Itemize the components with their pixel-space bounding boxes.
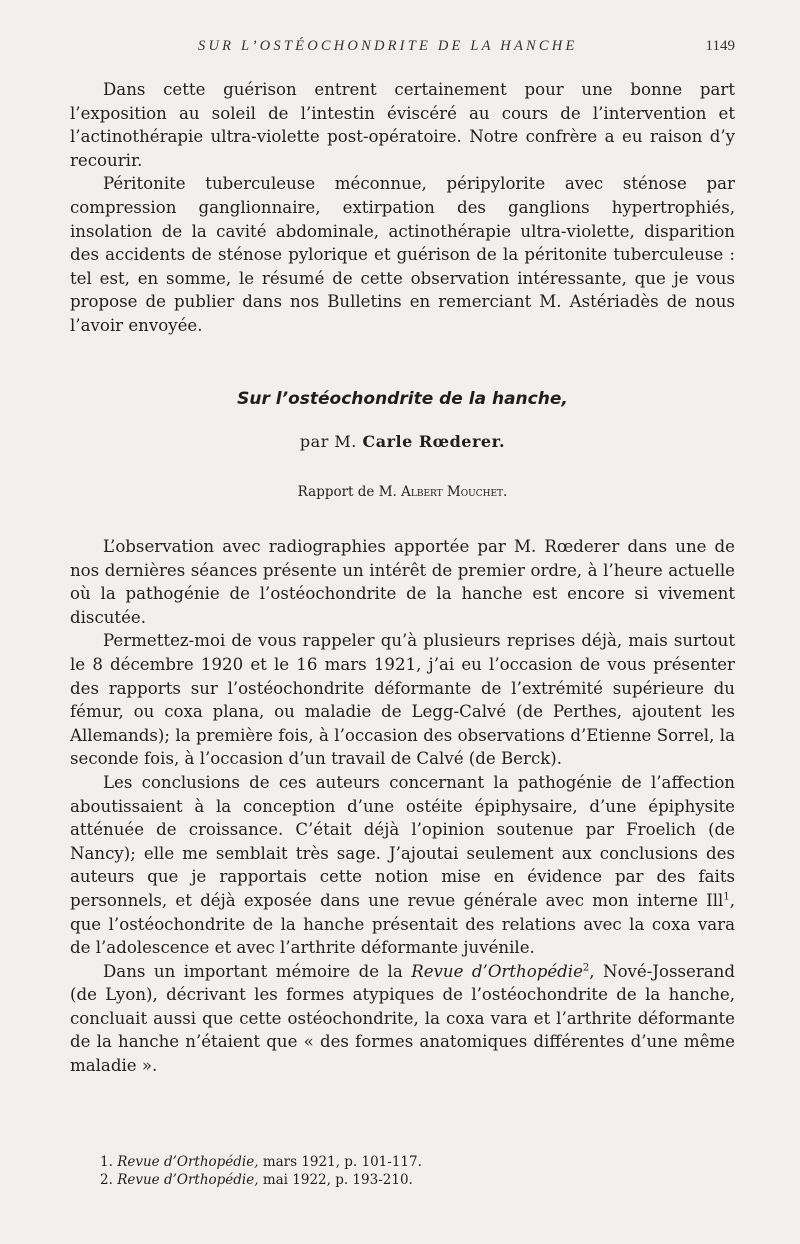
report-line xyxy=(70,484,735,500)
footnote-reference: mai 1922, p. 193-210. xyxy=(262,1172,413,1188)
paragraph: L’observation avec radiographies apportée par M. Rœderer dans une de nos dernières séances présente un intérêt de premier ordre, à l’heure actuelle où la pathogénie de l’ostéochondrite de la hanche est encore si vivement discutée. xyxy=(70,537,735,627)
byline-prefix: par M. xyxy=(299,432,357,451)
paragraph: Péritonite tuberculeuse méconnue, péripylorite avec sténose par compression ganglionnaire, extirpation des ganglions hypertrophiés, insolation de la cavité abdominale, actinothérapie ultra-violette, disparition des accidents de sténose pylorique et guérison de la péritonite tuberculeuse : tel est, en somme, le résumé de cette observation intéressante, que je vous propose de publier dans nos Bulletins en remerciant M. Astériadès de nous l’avoir envoyée. xyxy=(70,174,735,335)
footnote-number: 2. xyxy=(100,1172,113,1188)
journal-name: Revue d’Orthopédie xyxy=(411,961,583,981)
footnote-marker: 1 xyxy=(723,891,730,903)
footnote-reference: mars 1921, p. 101-117. xyxy=(262,1154,422,1170)
footnote xyxy=(100,1153,700,1171)
footnote-marker: 2 xyxy=(582,962,590,974)
paragraph: Permettez-moi de vous rappeler qu’à plusieurs reprises déjà, mais surtout le 8 décembre 1920 et le 16 mars 1921, j’ai eu l’occasion de vous présenter des rapports sur l’ostéochondrite déformante de l’extrémité supérieure du fémur, ou coxa plana, ou maladie de Legg-Calvé (de Perthes, ajoutent les Allemands); la première fois, à l’occasion des observations d’Etienne Sorrel, la seconde fois, à l’occasion d’un travail de Calvé (de Berck). xyxy=(70,631,735,769)
previous-article-conclusion xyxy=(70,78,735,338)
footnote-journal: Revue d’Orthopédie, xyxy=(117,1154,259,1170)
author-name: Carle Rœderer. xyxy=(362,432,506,451)
reporter-name: Albert Mouchet. xyxy=(401,484,508,500)
page-number: 1149 xyxy=(705,38,735,54)
paragraph-text: Dans un important mémoire de la xyxy=(103,961,412,981)
paragraph-text: Les conclusions de ces auteurs concernant la pathogénie de l’affection aboutissaient à la conception d’une ostéite épiphysaire, d’une épiphysite atténuée de croissance. C’était déjà l’opinion soutenue par Froelich (de Nancy); elle me semblait très sage. J’ajoutai seulement aux conclusions des auteurs que je rapportais cette notion mise en évidence par des faits personnels, et déjà exposée dans une revue générale avec mon interne Ill xyxy=(70,772,735,910)
paragraph-text: , Nové-Josserand (de Lyon), décrivant les formes atypiques de l’ostéochondrite de la hanche, concluait aussi que cette ostéochondrite, la coxa vara et l’arthrite déformante de la hanche n’étaient que « des formes anatomiques différentes d’une même maladie ». xyxy=(70,961,735,1076)
footnotes xyxy=(100,1153,700,1189)
article-body xyxy=(70,535,735,1078)
paragraph-text: , que l’ostéochondrite de la hanche présentait des relations avec la coxa vara de l’adolescence et avec l’arthrite déformante juvénile. xyxy=(70,890,735,958)
paragraph: Dans cette guérison entrent certainement pour une bonne part l’exposition au soleil de l’intestin éviscéré au cours de l’intervention et l’actinothérapie ultra-violette post-opératoire. Notre confrère a eu raison d’y recourir. xyxy=(70,80,735,170)
byline xyxy=(70,432,735,451)
footnote-number: 1. xyxy=(100,1154,113,1170)
footnote-journal: Revue d’Orthopédie, xyxy=(117,1172,259,1188)
running-title: SUR L’OSTÉOCHONDRITE DE LA HANCHE xyxy=(198,38,578,54)
article-title: Sur l’ostéochondrite de la hanche, xyxy=(237,389,568,409)
paragraph xyxy=(70,960,735,1078)
footnote xyxy=(100,1171,700,1189)
report-prefix: Rapport de M. xyxy=(297,484,397,500)
paragraph xyxy=(70,771,735,960)
